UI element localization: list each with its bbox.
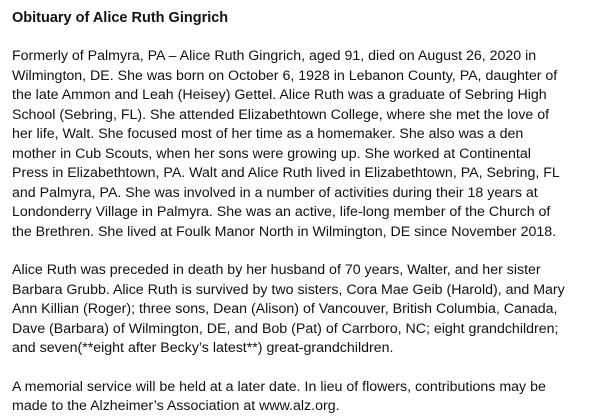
text-line: Alice Ruth was preceded in death by her husband of 70 years, Walter, and her sister [12,262,541,278]
text-line: Wilmington, DE. She was born on October 6, 1928 in Lebanon County, PA, daughter of [12,67,558,84]
text-line: and seven(**eight after Becky’s latest**) great-grandchildren. [12,340,394,356]
paragraph-family [12,261,598,359]
paragraph-biography [12,47,598,242]
text-line: Dave (Barbara) of Wilmington, DE, and Bob (Pat) of Carrboro, NC; eight grandchildren; [12,320,559,337]
text-line: the Brethren. She lived at Foulk Manor North in Wilmington, DE since November 2018. [12,223,557,240]
text-line: Londonderry Village in Palmyra. She was an active, life-long member of the Church of [12,204,551,220]
text-line: the late Ammon and Leah (Heisey) Gettel. Alice Ruth was a graduate of Sebring High [12,87,547,103]
text-line: Formerly of Palmyra, PA – Alice Ruth Gingrich, aged 91, died on August 26, 2020 in [12,48,537,64]
text-line: Ann Killian (Roger); three sons, Dean (Alison) of Vancouver, British Columbia, Canada, [12,301,558,317]
text-line: Barbara Grubb. Alice Ruth is survived by two sisters, Cora Mae Geib (Harold), and Mary [12,281,565,298]
text-line: School (Sebring, FL). She attended Elizabethtown College, where she met the love of [12,106,550,123]
document-title: Obituary of Alice Ruth Gingrich [12,10,229,26]
text-line: Press in Elizabethtown, PA. Walt and Alice Ruth lived in Elizabethtown, PA, Sebring, FL [12,165,560,181]
text-line: and Palmyra, PA. She was involved in a number of activities during their 18 years at [12,184,538,201]
paragraph-memorial [12,378,598,417]
text-line: mother in Cub Scouts, when her sons were growing up. She worked at Continental [12,145,531,162]
text-line: her life, Walt. She focused most of her time as a homemaker. She also was a den [12,126,524,142]
text-line: A memorial service will be held at a later date. In lieu of flowers, contributions may be [12,378,546,395]
text-line: made to the Alzheimer’s Association at www.alz.org. [12,398,340,414]
